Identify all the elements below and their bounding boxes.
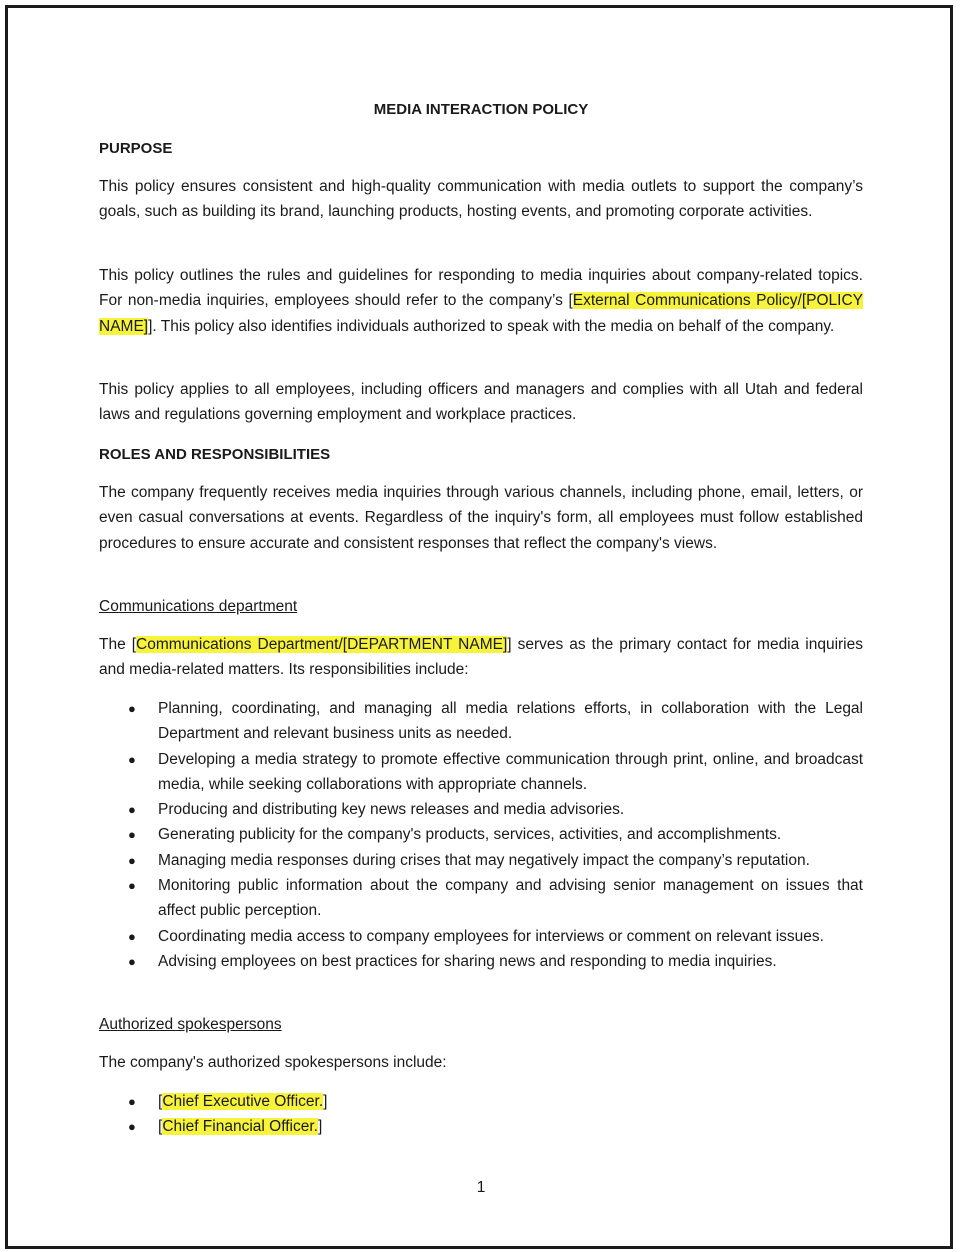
list-item: ● Advising employees on best practices for sharing news and responding to media inquiries. bbox=[99, 949, 863, 974]
purpose-heading: PURPOSE bbox=[99, 140, 173, 157]
cfo-placeholder: Chief Financial Officer. bbox=[162, 1118, 318, 1136]
list-item: ● Coordinating media access to company employees for interviews or comment on relevant issues. bbox=[99, 924, 863, 949]
list-item: ● Managing media responses during crises that may negatively impact the company’s reputation. bbox=[99, 848, 863, 873]
roles-heading: ROLES AND RESPONSIBILITIES bbox=[99, 446, 331, 463]
page-number: 1 bbox=[476, 1179, 486, 1196]
list-item: ● Developing a media strategy to promote effective communication through print, online, and broadcast media, while seeking collaborations with appropriate channels. bbox=[99, 747, 863, 798]
purpose-paragraph-1: This policy ensures consistent and high-quality communication with media outlets to support the company’s goals, such as building its brand, launching products, hosting events, and promoting corporate activities. bbox=[99, 178, 863, 221]
communications-responsibilities-list bbox=[99, 696, 863, 974]
spokespersons-list bbox=[99, 1089, 863, 1140]
bullet-icon: ● bbox=[128, 928, 136, 944]
roles-paragraph-1: The company frequently receives media inquiries through various channels, including phone, email, letters, or even casual conversations at events. Regardless of the inquiry's form, all employees must follow established procedures to ensure accurate and consistent responses that reflect the company's views. bbox=[99, 484, 863, 552]
list-item: ● Producing and distributing key news releases and media advisories. bbox=[99, 797, 863, 822]
bullet-icon: ● bbox=[128, 701, 136, 716]
bullet-icon: ● bbox=[128, 802, 136, 818]
list-item: ● Monitoring public information about the company and advising senior management on issues that affect public perception. bbox=[99, 873, 863, 924]
communications-paragraph bbox=[99, 632, 863, 683]
bullet-icon: ● bbox=[128, 852, 136, 868]
bullet-icon: ● bbox=[128, 751, 136, 767]
list-item: ● Generating publicity for the company's products, services, activities, and accomplishments. bbox=[99, 822, 863, 847]
purpose-p2-before: This policy outlines the rules and guidelines for responding to media inquiries about company-related topics. For non-media inquiries, employees should refer to the company’s [ bbox=[99, 267, 863, 310]
bullet-icon: ● bbox=[128, 1119, 136, 1135]
policy-name-placeholder: External Communications Policy/[POLICY NAME] bbox=[99, 292, 863, 335]
purpose-paragraph-2 bbox=[99, 263, 863, 339]
purpose-p2-after: ]. This policy also identifies individuals authorized to speak with the media on behalf of the company. bbox=[148, 317, 835, 335]
list-item: ● Planning, coordinating, and managing all media relations efforts, in collaboration with the Legal Department and relevant business units as needed. bbox=[99, 696, 863, 747]
communications-subheading: Communications department bbox=[99, 598, 298, 615]
bullet-icon: ● bbox=[128, 1094, 136, 1109]
bullet-icon: ● bbox=[128, 827, 136, 843]
bullet-icon: ● bbox=[128, 953, 136, 969]
bullet-icon: ● bbox=[128, 878, 136, 894]
comms-p1-after: ] serves as the primary contact for media inquiries and media-related matters. Its responsibilities include: bbox=[99, 636, 863, 679]
spokespersons-subheading: Authorized spokespersons bbox=[99, 1016, 282, 1033]
ceo-placeholder: Chief Executive Officer. bbox=[162, 1093, 324, 1110]
list-item: ● [Chief Executive Officer.] bbox=[99, 1089, 863, 1114]
purpose-paragraph-3: This policy applies to all employees, including officers and managers and complies with all Utah and federal laws and regulations governing employment and workplace practices. bbox=[99, 381, 863, 424]
list-item: ● [Chief Financial Officer.] bbox=[99, 1114, 863, 1139]
document-page bbox=[5, 5, 953, 1249]
department-name-placeholder: Communications Department/[DEPARTMENT NAME] bbox=[136, 636, 508, 653]
document-title: MEDIA INTERACTION POLICY bbox=[373, 101, 589, 118]
comms-p1-before: The [ bbox=[99, 636, 137, 653]
spokespersons-paragraph: The company's authorized spokespersons include: bbox=[99, 1054, 447, 1071]
